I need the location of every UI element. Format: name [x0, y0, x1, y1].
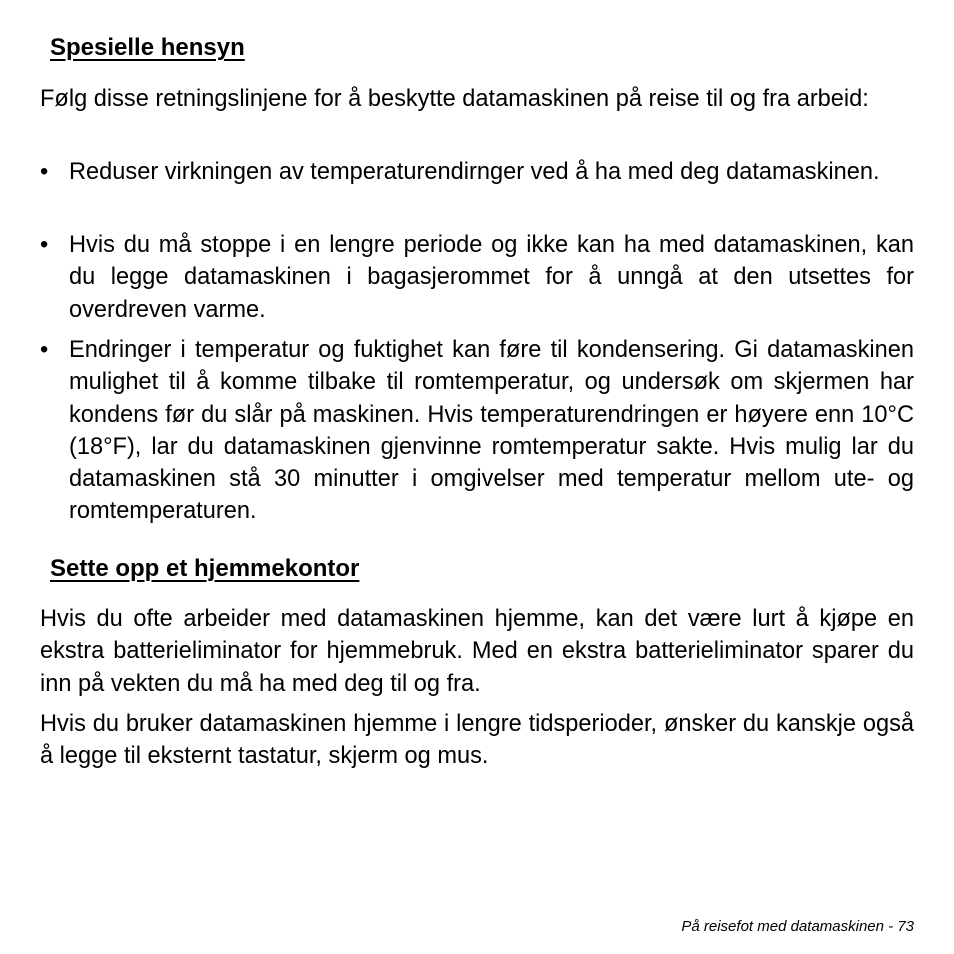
section2-paragraph: Hvis du bruker datamaskinen hjemme i lengre tidsperioder, ønsker du kanskje også å legge til eksternt tastatur, skjerm og mus.: [40, 711, 914, 770]
list-item-text: Reduser virkningen av temperaturendirnger ved å ha med deg datamaskinen.: [69, 159, 880, 185]
section-heading-home-office: Sette opp et hjemmekontor: [50, 555, 360, 582]
section-heading-special-considerations: Spesielle hensyn: [50, 34, 245, 61]
section1-intro-paragraph: Følg disse retningslinjene for å beskytte datamaskinen på reise til og fra arbeid:: [40, 86, 869, 112]
bullet-icon: •: [40, 337, 49, 363]
list-item-text: Hvis du må stoppe i en lengre periode og ikke kan ha med datamaskinen, kan du legge datamaskinen i bagasjerommet for å unngå at den utsettes for overdreven varme.: [69, 232, 914, 323]
page-footer: På reisefot med datamaskinen - 73: [681, 918, 914, 935]
bullet-icon: •: [40, 159, 49, 185]
list-item: [40, 229, 914, 326]
list-item: [40, 334, 914, 528]
section2-paragraph: Hvis du ofte arbeider med datamaskinen hjemme, kan det være lurt å kjøpe en ekstra batterieliminator for hjemmebruk. Med en ekstra batterieliminator sparer du inn på vekten du må ha med deg til og fra.: [40, 606, 914, 697]
list-item: [40, 156, 914, 188]
bullet-icon: •: [40, 232, 49, 258]
list-item-text: Endringer i temperatur og fuktighet kan føre til kondensering. Gi datamaskinen mulighet til å komme tilbake til romtemperatur, og undersøk om skjermen har kondens før du slår på maskinen. Hvis temperaturendringen er høyere enn 10°C (18°F), lar du datamaskinen gjenvinne romtemperatur sakte. Hvis mulig lar du datamaskinen stå 30 minutter i omgivelser med temperatur mellom ute- og romtemperaturen.: [69, 337, 914, 525]
